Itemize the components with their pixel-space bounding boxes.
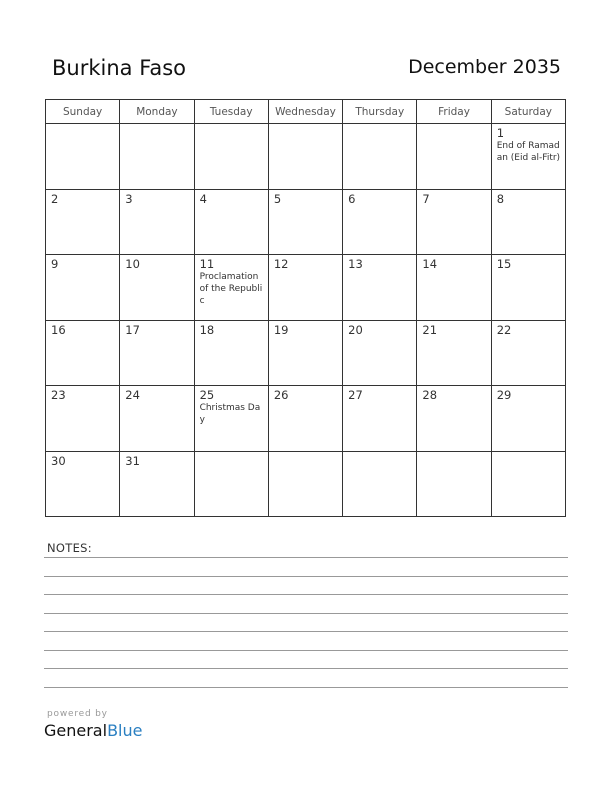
holiday-event: Christmas Day — [199, 403, 261, 425]
day-cell[interactable] — [46, 451, 120, 517]
day-cell[interactable] — [268, 189, 342, 255]
day-cell[interactable] — [120, 386, 194, 452]
day-number: 11 — [199, 257, 215, 271]
day-cell[interactable] — [343, 124, 417, 190]
day-cell[interactable] — [491, 255, 565, 321]
month-year-title: December 2035 — [408, 56, 561, 78]
weekday-sunday: Sunday — [46, 100, 120, 124]
day-number: 19 — [273, 322, 289, 337]
day-number: 10 — [125, 257, 140, 271]
note-line — [44, 576, 568, 577]
day-cell[interactable] — [343, 255, 417, 321]
day-cell[interactable] — [268, 255, 342, 321]
day-cell[interactable] — [268, 451, 342, 517]
weekday-thursday: Thursday — [343, 100, 417, 124]
weekday-monday: Monday — [120, 100, 194, 124]
day-cell[interactable] — [194, 386, 268, 452]
day-number: 12 — [273, 257, 289, 271]
day-cell[interactable] — [120, 124, 194, 190]
weekday-header-row — [46, 100, 566, 124]
day-number: 27 — [348, 388, 363, 402]
day-cell[interactable] — [120, 255, 194, 321]
week-row — [46, 124, 566, 190]
day-number: 2 — [51, 191, 59, 206]
holiday-event: End of Ramadan (Eid al-Fitr) — [496, 141, 561, 163]
day-cell[interactable] — [491, 451, 565, 517]
day-cell[interactable] — [417, 189, 491, 255]
day-cell[interactable] — [46, 386, 120, 452]
day-cell[interactable] — [491, 189, 565, 255]
day-cell[interactable] — [268, 386, 342, 452]
day-cell[interactable] — [417, 386, 491, 452]
day-number: 1 — [496, 126, 505, 140]
country-title: Burkina Faso — [52, 56, 187, 80]
weekday-saturday: Saturday — [491, 100, 565, 124]
day-cell[interactable] — [343, 320, 417, 386]
day-number: 18 — [199, 322, 215, 337]
day-cell[interactable] — [417, 255, 491, 321]
day-number: 14 — [422, 257, 438, 271]
day-cell[interactable] — [343, 189, 417, 255]
day-cell[interactable] — [268, 124, 342, 190]
day-cell[interactable] — [46, 255, 120, 321]
day-number: 26 — [273, 388, 289, 402]
week-row — [46, 386, 566, 452]
generalblue-logo[interactable] — [44, 721, 142, 740]
day-cell[interactable] — [120, 320, 194, 386]
day-cell[interactable] — [194, 124, 268, 190]
day-number: 8 — [496, 191, 505, 206]
day-number: 3 — [125, 191, 133, 206]
week-row — [46, 451, 566, 517]
brand-general: General — [44, 721, 108, 740]
week-row — [46, 255, 566, 321]
day-number: 13 — [348, 257, 363, 271]
note-line — [44, 613, 568, 614]
day-number: 23 — [51, 388, 66, 402]
note-line — [44, 631, 568, 632]
powered-by-text: powered by — [47, 709, 108, 719]
holiday-event: Proclamation of the Republic — [199, 272, 263, 306]
day-cell[interactable] — [194, 320, 268, 386]
day-cell[interactable] — [194, 255, 268, 321]
day-number: 5 — [273, 191, 282, 206]
day-number: 6 — [348, 191, 356, 206]
day-cell[interactable] — [46, 124, 120, 190]
note-line — [44, 594, 568, 595]
day-number: 24 — [125, 388, 140, 402]
weekday-tuesday: Tuesday — [194, 100, 268, 124]
day-number: 4 — [199, 191, 207, 206]
day-number: 25 — [199, 388, 215, 402]
day-cell[interactable] — [491, 320, 565, 386]
brand-blue: Blue — [107, 721, 143, 740]
day-number: 16 — [51, 322, 66, 337]
day-cell[interactable] — [120, 189, 194, 255]
day-number: 15 — [496, 257, 512, 271]
day-cell[interactable] — [120, 451, 194, 517]
day-number: 22 — [496, 322, 512, 337]
day-cell[interactable] — [417, 320, 491, 386]
week-row — [46, 189, 566, 255]
day-cell[interactable] — [194, 189, 268, 255]
week-row — [46, 320, 566, 386]
day-cell[interactable] — [46, 320, 120, 386]
day-number: 28 — [422, 388, 438, 402]
note-line — [44, 687, 568, 688]
note-line — [44, 650, 568, 651]
day-number: 20 — [348, 322, 363, 337]
day-number: 21 — [422, 322, 438, 337]
note-line — [44, 668, 568, 669]
day-cell[interactable] — [417, 451, 491, 517]
day-cell[interactable] — [194, 451, 268, 517]
day-cell[interactable] — [46, 189, 120, 255]
day-number: 31 — [125, 453, 140, 468]
day-cell[interactable] — [343, 451, 417, 517]
day-cell[interactable] — [491, 124, 565, 190]
day-number: 30 — [51, 453, 66, 468]
note-line — [44, 557, 568, 558]
day-cell[interactable] — [268, 320, 342, 386]
day-cell[interactable] — [491, 386, 565, 452]
day-cell[interactable] — [417, 124, 491, 190]
day-number: 29 — [496, 388, 512, 402]
calendar-grid — [45, 99, 566, 517]
day-cell[interactable] — [343, 386, 417, 452]
weekday-wednesday: Wednesday — [268, 100, 342, 124]
day-number: 17 — [125, 322, 140, 337]
weekday-friday: Friday — [417, 100, 491, 124]
day-number: 9 — [51, 257, 59, 271]
day-number: 7 — [422, 191, 430, 206]
notes-label: NOTES: — [47, 541, 92, 555]
